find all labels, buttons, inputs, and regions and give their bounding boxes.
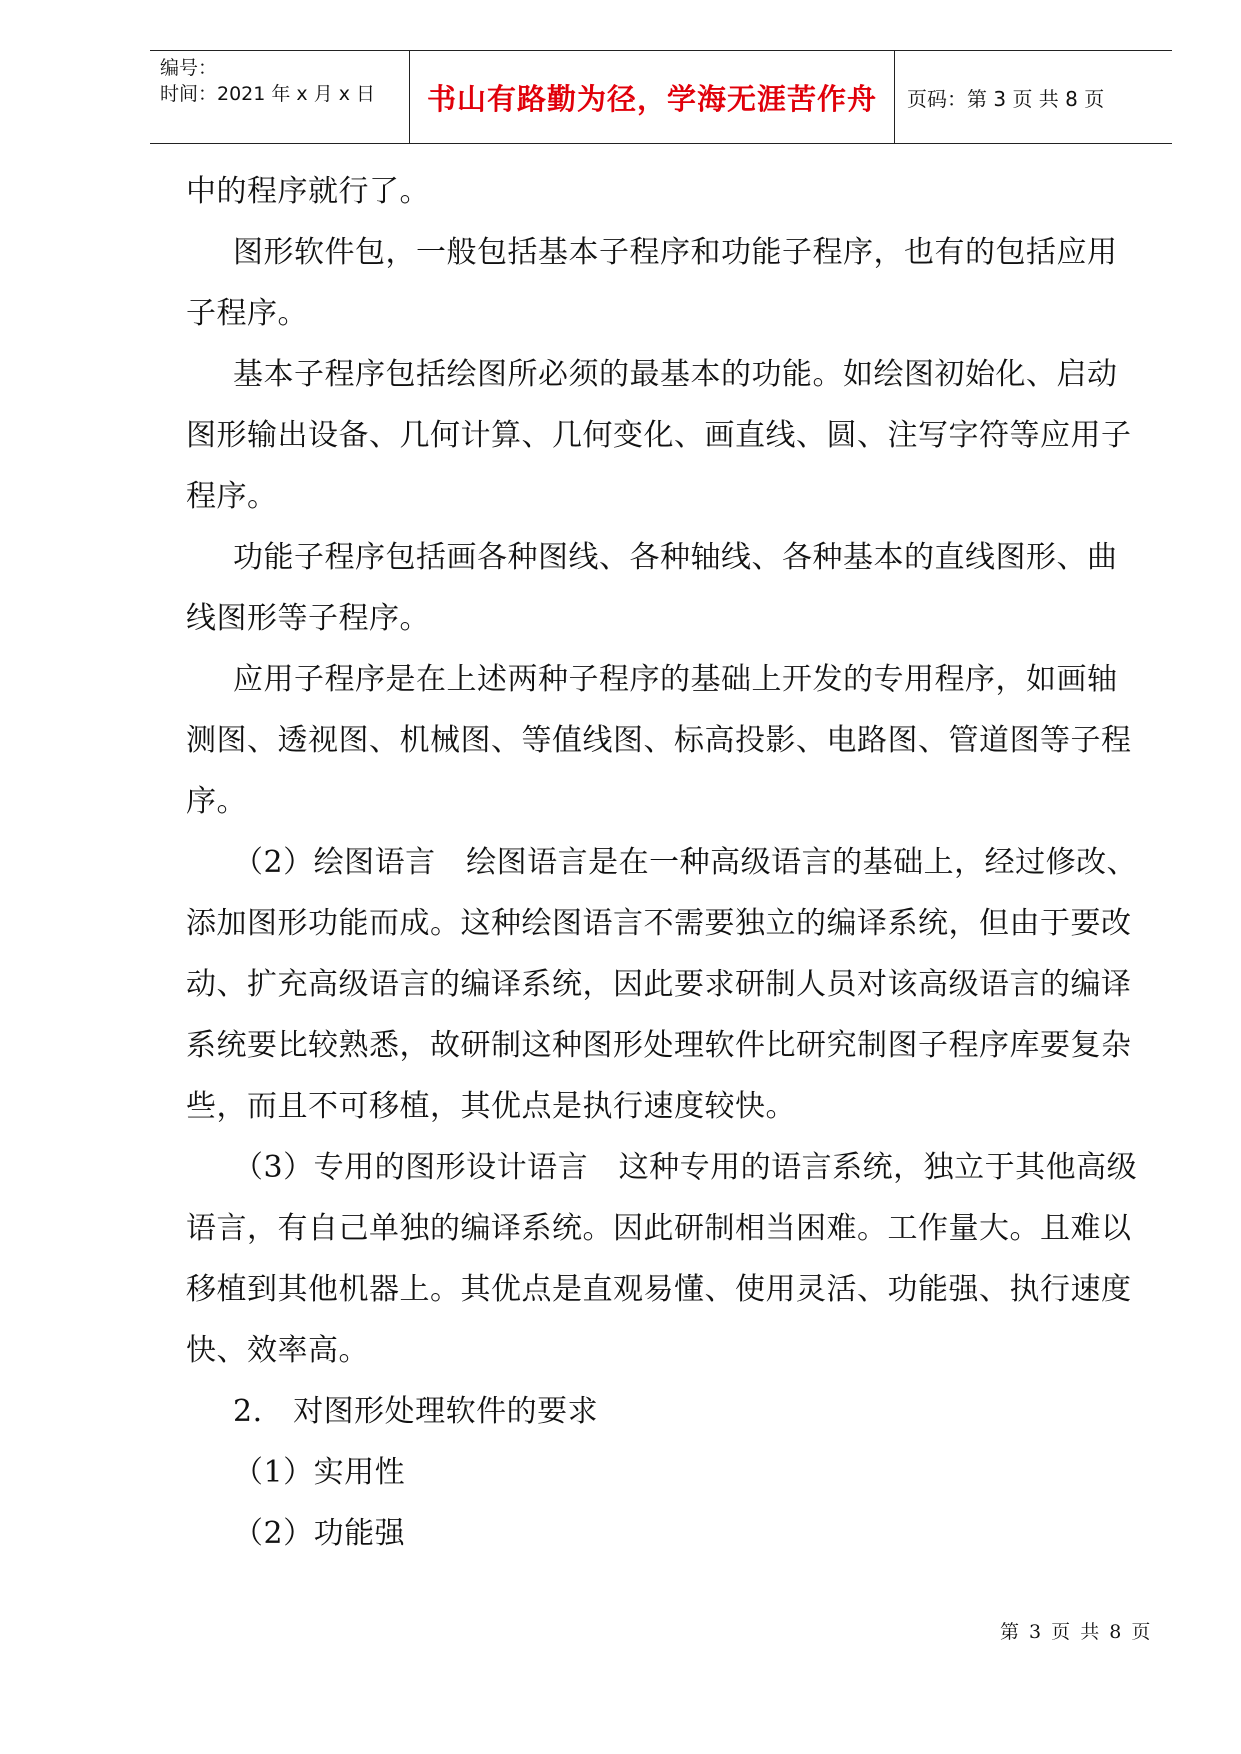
- document-body: [186, 161, 1146, 1564]
- body-line: 线图形等子程序。: [186, 601, 430, 636]
- body-line: 快、效率高。: [186, 1333, 369, 1368]
- footer-page-number: 第 3 页 共 8 页: [1000, 1621, 1153, 1643]
- body-line: 图形输出设备、几何计算、几何变化、画直线、圆、注写字符等应用子: [186, 418, 1132, 453]
- page-header: [150, 50, 1172, 144]
- header-meta-cell: [150, 51, 410, 143]
- body-line: 功能子程序包括画各种图线、各种轴线、各种基本的直线图形、曲: [233, 540, 1118, 575]
- body-line: 动、扩充高级语言的编译系统，因此要求研制人员对该高级语言的编译: [186, 967, 1132, 1002]
- document-date-label: 时间：2021 年 x 月 x 日: [160, 83, 376, 105]
- body-line: 程序。: [186, 479, 278, 514]
- header-page-cell: [895, 51, 1172, 143]
- header-motto: 书山有路勤为径，学海无涯苦作舟: [426, 81, 877, 116]
- header-page-info: 页码：第 3 页 共 8 页: [907, 86, 1105, 111]
- body-line: 基本子程序包括绘图所必须的最基本的功能。如绘图初始化、启动: [233, 357, 1118, 392]
- page-footer: [1000, 1617, 1152, 1644]
- body-line: 子程序。: [186, 296, 308, 331]
- body-line: 中的程序就行了。: [186, 174, 430, 209]
- list-item: （2）功能强: [233, 1516, 406, 1551]
- body-line: 些，而且不可移植，其优点是执行速度较快。: [186, 1089, 796, 1124]
- list-item: （1）实用性: [233, 1455, 406, 1490]
- body-line: 测图、透视图、机械图、等值线图、标高投影、电路图、管道图等子程: [186, 723, 1132, 758]
- body-line: 移植到其他机器上。其优点是直观易懂、使用灵活、功能强、执行速度: [186, 1272, 1132, 1307]
- body-line: 应用子程序是在上述两种子程序的基础上开发的专用程序，如画轴: [233, 662, 1118, 697]
- body-line: 图形软件包，一般包括基本子程序和功能子程序，也有的包括应用: [233, 235, 1118, 270]
- body-line: （3）专用的图形设计语言 这种专用的语言系统，独立于其他高级: [233, 1150, 1138, 1185]
- body-line: 添加图形功能而成。这种绘图语言不需要独立的编译系统，但由于要改: [186, 906, 1132, 941]
- body-line: 序。: [186, 784, 247, 819]
- body-line: （2）绘图语言 绘图语言是在一种高级语言的基础上，经过修改、: [233, 845, 1138, 880]
- section-heading: 2. 对图形处理软件的要求: [233, 1394, 599, 1429]
- body-line: 语言，有自己单独的编译系统。因此研制相当困难。工作量大。且难以: [186, 1211, 1132, 1246]
- document-number-label: 编号：: [160, 57, 218, 79]
- header-motto-cell: [410, 51, 895, 143]
- body-line: 系统要比较熟悉，故研制这种图形处理软件比研究制图子程序库要复杂: [186, 1028, 1132, 1063]
